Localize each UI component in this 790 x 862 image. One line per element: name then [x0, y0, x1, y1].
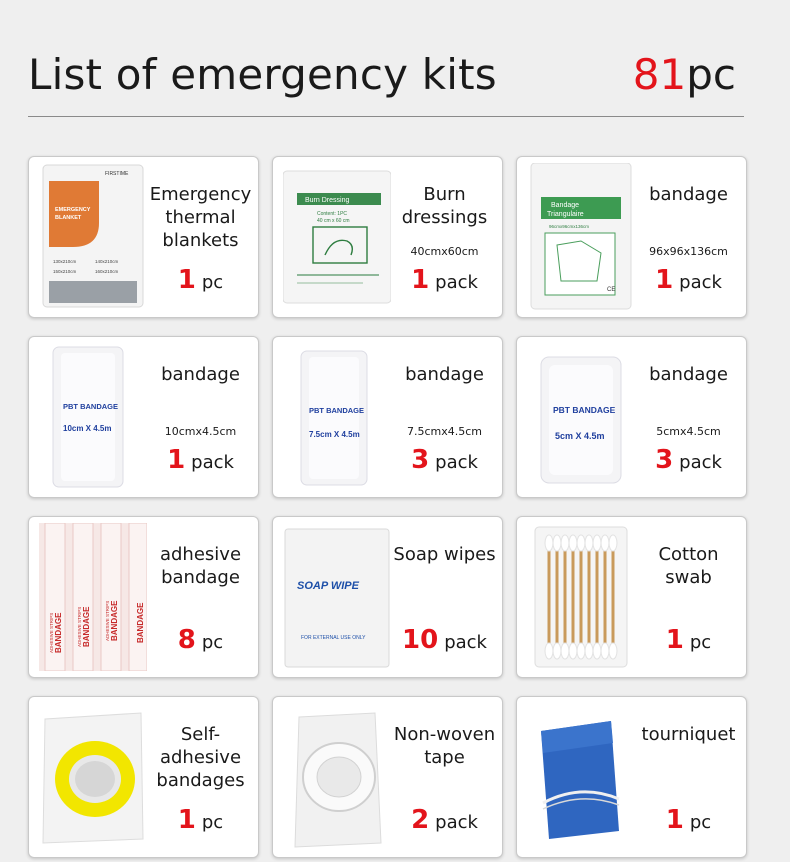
- quantity-number: 1: [177, 265, 196, 295]
- item-quantity: [635, 445, 742, 475]
- item-size: 5cmx4.5cm: [656, 425, 721, 438]
- svg-text:7.5cm X 4.5m: 7.5cm X 4.5m: [309, 430, 360, 439]
- svg-text:PBT BANDAGE: PBT BANDAGE: [553, 405, 616, 415]
- item-name: Self-adhesive bandages: [156, 724, 245, 791]
- item-size: 10cmx4.5cm: [164, 425, 237, 438]
- quantity-number: 1: [167, 445, 186, 475]
- svg-text:160x210cm: 160x210cm: [95, 269, 119, 274]
- svg-text:BANDAGE: BANDAGE: [136, 602, 145, 643]
- page-title: List of emergency kits: [28, 50, 497, 99]
- svg-text:PBT BANDAGE: PBT BANDAGE: [63, 402, 119, 411]
- roll-bandage-icon: [39, 343, 147, 491]
- kit-card-adhesive-bandage: [28, 516, 259, 678]
- svg-text:BANDAGE: BANDAGE: [110, 600, 119, 641]
- thermal-blanket-icon: [39, 163, 147, 311]
- quantity-unit: pc: [201, 272, 224, 293]
- kit-card-tourniquet: [516, 696, 747, 858]
- item-size: 96x96x136cm: [649, 245, 728, 258]
- item-name: bandage: [649, 364, 728, 385]
- item-quantity: [635, 265, 742, 295]
- item-quantity: [147, 265, 254, 295]
- item-name: tourniquet: [641, 724, 736, 745]
- total-count-number: 81: [632, 50, 687, 99]
- svg-text:Bandage: Bandage: [551, 202, 580, 209]
- item-name: Non-woven tape: [393, 724, 496, 768]
- svg-text:BANDAGE: BANDAGE: [54, 612, 63, 653]
- item-name: Burn dressings: [401, 184, 488, 228]
- total-count: [633, 50, 736, 99]
- burn-dressing-icon: [283, 163, 391, 311]
- svg-text:SOAP WIPE: SOAP WIPE: [297, 580, 359, 592]
- svg-text:ADHESIVE STRIPS: ADHESIVE STRIPS: [77, 606, 82, 647]
- self-adhesive-bandage-icon: [39, 703, 147, 851]
- quantity-unit: pack: [435, 272, 478, 293]
- kit-card-bandage-5cm: [516, 336, 747, 498]
- quantity-unit: pack: [435, 812, 478, 833]
- svg-text:BANDAGE: BANDAGE: [82, 606, 91, 647]
- quantity-number: 10: [402, 625, 439, 655]
- svg-text:10cm X 4.5m: 10cm X 4.5m: [63, 424, 112, 433]
- item-quantity: [635, 625, 742, 655]
- kit-card-burn-dressing: [272, 156, 503, 318]
- item-name: bandage: [405, 364, 484, 385]
- adhesive-strips-icon: [39, 523, 147, 671]
- total-count-unit: pc: [686, 50, 736, 99]
- item-size: 40cmx60cm: [410, 245, 479, 258]
- item-quantity: [147, 445, 254, 475]
- svg-text:ADHESIVE STRIPS: ADHESIVE STRIPS: [49, 612, 54, 653]
- quantity-unit: pack: [191, 452, 234, 473]
- item-name: bandage: [161, 364, 240, 385]
- svg-text:150x210cm: 150x210cm: [53, 269, 77, 274]
- header-divider: [28, 116, 744, 117]
- item-name: Soap wipes: [393, 544, 496, 565]
- cotton-swab-icon: [527, 523, 635, 671]
- item-quantity: [147, 805, 254, 835]
- svg-text:BLANKET: BLANKET: [55, 215, 82, 221]
- svg-text:EMERGENCY: EMERGENCY: [55, 207, 91, 213]
- kit-card-triangular-bandage: [516, 156, 747, 318]
- quantity-unit: pack: [435, 452, 478, 473]
- quantity-number: 8: [177, 625, 196, 655]
- svg-text:96cmx96cmx136cm: 96cmx96cmx136cm: [549, 224, 590, 229]
- quantity-unit: pc: [201, 632, 224, 653]
- item-quantity: [391, 625, 498, 655]
- svg-text:5cm X 4.5m: 5cm X 4.5m: [555, 431, 605, 441]
- svg-text:140x210cm: 140x210cm: [95, 259, 119, 264]
- quantity-unit: pack: [444, 632, 487, 653]
- quantity-unit: pc: [689, 632, 712, 653]
- item-name: Emergency thermal blankets: [149, 184, 252, 251]
- kit-card-bandage-7-5cm: [272, 336, 503, 498]
- quantity-unit: pc: [689, 812, 712, 833]
- kit-card-non-woven-tape: [272, 696, 503, 858]
- tourniquet-icon: [527, 703, 635, 851]
- svg-text:Triangulaire: Triangulaire: [547, 211, 584, 218]
- item-quantity: [391, 265, 498, 295]
- svg-text:Burn Dressing: Burn Dressing: [305, 197, 350, 204]
- item-quantity: [635, 805, 742, 835]
- svg-text:Content: 1PC: Content: 1PC: [317, 211, 348, 217]
- quantity-unit: pack: [679, 452, 722, 473]
- svg-text:CE: CE: [607, 287, 616, 293]
- svg-text:40 cm x 60 cm: 40 cm x 60 cm: [317, 218, 350, 224]
- item-quantity: [391, 805, 498, 835]
- quantity-number: 1: [655, 265, 674, 295]
- svg-text:ADHESIVE STRIPS: ADHESIVE STRIPS: [105, 600, 110, 641]
- kit-card-bandage-10cm: [28, 336, 259, 498]
- svg-text:FIRSTIME: FIRSTIME: [105, 171, 129, 177]
- svg-text:PBT BANDAGE: PBT BANDAGE: [309, 406, 365, 415]
- kit-card-self-adhesive-bandages: [28, 696, 259, 858]
- kit-card-soap-wipes: [272, 516, 503, 678]
- quantity-number: 1: [665, 805, 684, 835]
- roll-bandage-icon: [527, 343, 635, 491]
- item-name: adhesive bandage: [159, 544, 242, 588]
- roll-bandage-icon: [283, 343, 391, 491]
- soap-wipe-icon: [279, 523, 395, 671]
- item-quantity: [391, 445, 498, 475]
- svg-text:FOR EXTERNAL USE ONLY: FOR EXTERNAL USE ONLY: [301, 635, 366, 641]
- kit-grid: [28, 156, 745, 858]
- item-quantity: [147, 625, 254, 655]
- item-size: 7.5cmx4.5cm: [406, 425, 483, 438]
- item-name: bandage: [649, 184, 728, 205]
- kit-card-cotton-swab: [516, 516, 747, 678]
- quantity-unit: pack: [679, 272, 722, 293]
- item-name: Cotton swab: [658, 544, 719, 588]
- quantity-number: 3: [655, 445, 674, 475]
- kit-card-thermal-blanket: [28, 156, 259, 318]
- svg-text:130x210cm: 130x210cm: [53, 259, 77, 264]
- quantity-number: 1: [665, 625, 684, 655]
- quantity-number: 3: [411, 445, 430, 475]
- tape-roll-icon: [283, 703, 391, 851]
- quantity-number: 1: [177, 805, 196, 835]
- quantity-unit: pc: [201, 812, 224, 833]
- quantity-number: 2: [411, 805, 430, 835]
- triangular-bandage-icon: [527, 163, 635, 311]
- quantity-number: 1: [411, 265, 430, 295]
